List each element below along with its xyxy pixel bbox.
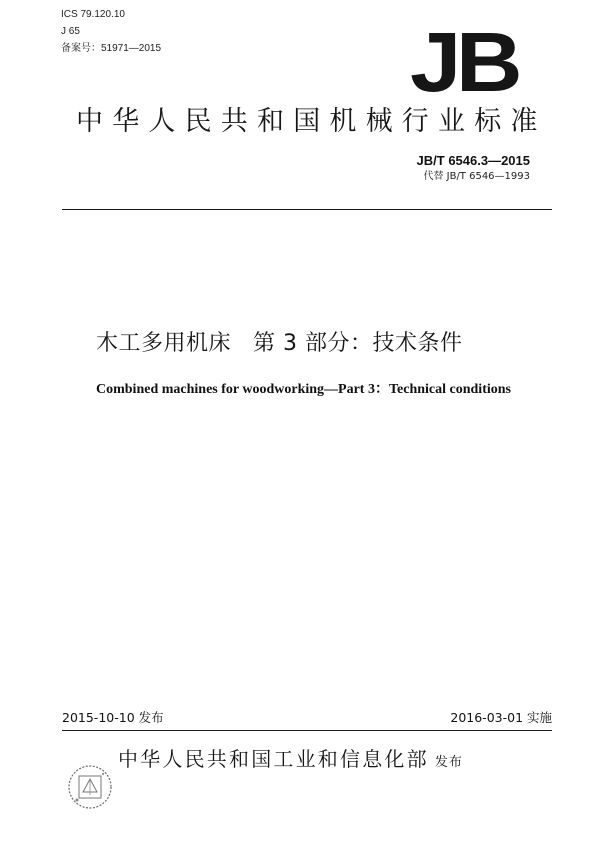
publisher-name: 中华人民共和国工业和信息化部 — [118, 747, 429, 771]
jb-logo: JB — [410, 15, 518, 109]
header-divider — [62, 209, 552, 210]
footer-divider — [62, 730, 552, 731]
document-title-en: Combined machines for woodworking—Part 3：Technical conditions — [96, 382, 511, 397]
title-zh-part1: 木工多用机床 — [96, 331, 232, 356]
title-zh-part2: 第 3 部分：技术条件 — [253, 331, 463, 356]
classification-block — [61, 6, 161, 57]
publisher-line — [118, 744, 463, 778]
replaces-standard: 代替 JB/T 6546—1993 — [423, 171, 530, 182]
ics-code: ICS 79.120.10 — [61, 9, 125, 20]
document-title-zh — [96, 329, 463, 359]
standard-number: JB/T 6546.3—2015 — [416, 153, 530, 168]
industry-standard-title: 中华人民共和国机械行业标准 — [76, 106, 547, 137]
issue-date: 2015-10-10 发布 — [62, 710, 164, 725]
publish-action: 发布 — [434, 755, 463, 770]
publisher-seal-icon — [65, 762, 115, 812]
filing-number: 备案号：51971—2015 — [61, 43, 162, 54]
ccs-code: J 65 — [61, 26, 80, 37]
implementation-date: 2016-03-01 实施 — [450, 710, 552, 725]
